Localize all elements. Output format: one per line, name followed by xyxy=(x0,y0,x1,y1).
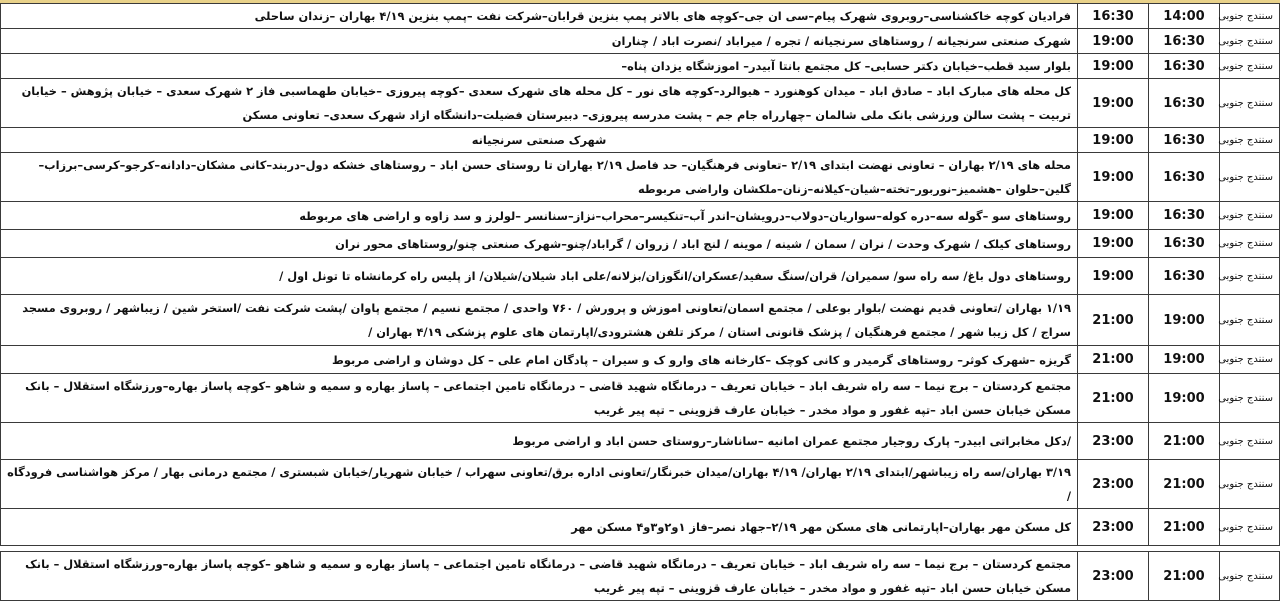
areas-cell: بلوار سید قطب–خیابان دکتر حسابی– کل مجتمع بانتا آبیدر– اموزشگاه یزدان پناه– xyxy=(1,54,1078,79)
table-row xyxy=(1,423,1280,460)
areas-cell: ۳/۱۹ بهاران/سه راه زیباشهر/ابتدای ۲/۱۹ بهاران/ ۴/۱۹ بهاران/میدان خبرنگار/تعاونی اداره برق/تعاونی سهراب / خیابان شهریار/خیابان شبستری / مجتمع درمانی بهار / مرکز هواشناسی فرودگاه / xyxy=(1,460,1078,509)
areas-cell: گریزه –شهرک کوثر– روستاهای گرمیدر و کانی کوچک –کارخانه های وارو ک و سیران – پادگان امام علی – کل دوشان و اراضی مربوط xyxy=(1,346,1078,374)
end-time-cell: 19:00 xyxy=(1078,79,1149,128)
region-cell: سنندج جنوبی xyxy=(1220,153,1280,202)
table-row xyxy=(1,258,1280,295)
end-time-cell: 23:00 xyxy=(1078,423,1149,460)
end-time-cell: 21:00 xyxy=(1078,374,1149,423)
end-time-cell: 21:00 xyxy=(1078,346,1149,374)
start-time-cell: 19:00 xyxy=(1149,374,1220,423)
table-row xyxy=(1,460,1280,509)
region-cell: سنندج جنوبی xyxy=(1220,128,1280,153)
start-time-cell: 21:00 xyxy=(1149,552,1220,601)
areas-cell: /دکل مخابراتی ابیدر– پارک روجیار مجتمع عمران امانیه –ساناشار–روستای حسن اباد و اراضی مربوط xyxy=(1,423,1078,460)
end-time-cell: 19:00 xyxy=(1078,153,1149,202)
areas-cell: شهرک صنعتی سرنجیانه xyxy=(1,128,1078,153)
table-row xyxy=(1,552,1280,601)
region-cell: سنندج جنوبی xyxy=(1220,509,1280,546)
outage-schedule-table xyxy=(0,3,1280,601)
start-time-cell: 16:30 xyxy=(1149,54,1220,79)
region-cell: سنندج جنوبی xyxy=(1220,423,1280,460)
end-time-cell: 19:00 xyxy=(1078,29,1149,54)
table-row xyxy=(1,29,1280,54)
region-cell: سنندج جنوبی xyxy=(1220,4,1280,29)
table-row xyxy=(1,4,1280,29)
region-cell: سنندج جنوبی xyxy=(1220,460,1280,509)
end-time-cell: 23:00 xyxy=(1078,460,1149,509)
region-cell: سنندج جنوبی xyxy=(1220,346,1280,374)
areas-cell: کل مسکن مهر بهاران–اپارتمانی های مسکن مهر ۲/۱۹–جهاد نصر–فاز ۱و۲و۳و۴ مسکن مهر xyxy=(1,509,1078,546)
areas-cell: مجتمع کردستان – برج نیما – سه راه شریف اباد – خیابان تعریف – درمانگاه شهید قاضی – درمانگاه تامین اجتماعی – پاساز بهاره و سمیه و شاهو –کوچه پاساز بهاره–ورزشگاه استقلال – بانک مسکن خیابان حسن اباد –تپه غفور و مواد مخدر – خیابان عارف قزوینی – تپه پیر غریب xyxy=(1,374,1078,423)
start-time-cell: 21:00 xyxy=(1149,460,1220,509)
table-row xyxy=(1,346,1280,374)
table-row xyxy=(1,295,1280,346)
start-time-cell: 16:30 xyxy=(1149,202,1220,230)
table-row xyxy=(1,374,1280,423)
table-row xyxy=(1,202,1280,230)
start-time-cell: 16:30 xyxy=(1149,79,1220,128)
region-cell: سنندج جنوبی xyxy=(1220,552,1280,601)
areas-cell: شهرک صنعتی سرنجیانه / روستاهای سرنجیانه / تجره / میراباد /نصرت اباد / چناران xyxy=(1,29,1078,54)
areas-cell: فرادیان کوچه خاکشناسی–روبروی شهرک پیام–سی ان جی–کوچه های بالاتر پمپ بنزین قرابان–شرکت نفت –پمپ بنزین ۴/۱۹ بهاران –زندان ساحلی xyxy=(1,4,1078,29)
areas-cell: محله های ۲/۱۹ بهاران – تعاونی نهضت ابتدای ۲/۱۹ –تعاونی فرهنگیان– حد فاصل ۲/۱۹ بهاران تا روستای حسن اباد – روستاهای خشکه دول–دربند–کانی مشکان–دادانه–کرجو–کرسی–برزاب–گلین–حلوان –هشمیز–نوربور–تخته–شیان–کیلانه–زنان–ملکشان واراضی مربوطه xyxy=(1,153,1078,202)
start-time-cell: 14:00 xyxy=(1149,4,1220,29)
end-time-cell: 19:00 xyxy=(1078,230,1149,258)
areas-cell: روستاهای دول باغ/ سه راه سو/ سمیران/ قران/سنگ سفید/عسکران/انگوزان/بزلانه/علی اباد شیلان/شیلان/ از پلیس راه کرمانشاه تا تونل اول / xyxy=(1,258,1078,295)
start-time-cell: 19:00 xyxy=(1149,346,1220,374)
table-row xyxy=(1,79,1280,128)
areas-cell: روستاهای سو –گوله سه–دره کوله–سواریان–دولاب–درویشان–اندر آب–تنکیسر–محراب–نزاز–سنانسر –لولرز و سد زاوه و اراضی های مربوطه xyxy=(1,202,1078,230)
region-cell: سنندج جنوبی xyxy=(1220,230,1280,258)
start-time-cell: 19:00 xyxy=(1149,295,1220,346)
end-time-cell: 23:00 xyxy=(1078,552,1149,601)
start-time-cell: 16:30 xyxy=(1149,230,1220,258)
start-time-cell: 16:30 xyxy=(1149,153,1220,202)
end-time-cell: 19:00 xyxy=(1078,54,1149,79)
region-cell: سنندج جنوبی xyxy=(1220,54,1280,79)
end-time-cell: 21:00 xyxy=(1078,295,1149,346)
start-time-cell: 16:30 xyxy=(1149,128,1220,153)
start-time-cell: 16:30 xyxy=(1149,258,1220,295)
start-time-cell: 21:00 xyxy=(1149,509,1220,546)
region-cell: سنندج جنوبی xyxy=(1220,374,1280,423)
region-cell: سنندج جنوبی xyxy=(1220,295,1280,346)
end-time-cell: 19:00 xyxy=(1078,128,1149,153)
table-row xyxy=(1,153,1280,202)
region-cell: سنندج جنوبی xyxy=(1220,202,1280,230)
end-time-cell: 19:00 xyxy=(1078,202,1149,230)
start-time-cell: 16:30 xyxy=(1149,29,1220,54)
areas-cell: کل محله های مبارک اباد – صادق اباد – میدان کوهنورد – هیوالرد–کوچه های نور – کل محله های شهرک سعدی –کوچه پیروزی –خیابان طهماسبی فاز ۲ شهرک سعدی – خیابان پژوهش – خیابان تربیت – پشت سالن ورزشی بانک ملی شالمان –چهارراه جام جم – پشت مدرسه پیروزی– دبیرستان فضیلت–دانشگاه ازاد شهرک سعدی– تعاونی مسکن xyxy=(1,79,1078,128)
areas-cell: مجتمع کردستان – برج نیما – سه راه شریف اباد – خیابان تعریف – درمانگاه شهید قاضی – درمانگاه تامین اجتماعی – پاساز بهاره و سمیه و شاهو –کوچه پاساز بهاره–ورزشگاه استقلال – بانک مسکن خیابان حسن اباد –تپه غفور و مواد مخدر – خیابان عارف قزوینی – تپه پیر غریب xyxy=(1,552,1078,601)
areas-cell: ۱/۱۹ بهاران /تعاونی قدیم نهضت /بلوار بوعلی / مجتمع اسمان/تعاونی اموزش و پرورش / ۷۶۰ واحدی / مجتمع نسیم / مجتمع پاوان /پشت شرکت نفت /استخر شین / زیباشهر / روبروی مسجد سراج / کل زیبا شهر / مجتمع فرهنگیان / پزشک قانونی استان / مرکز تلفن هشترودی/اپارتمان های علوم پزشکی ۴/۱۹ بهاران / xyxy=(1,295,1078,346)
start-time-cell: 21:00 xyxy=(1149,423,1220,460)
region-cell: سنندج جنوبی xyxy=(1220,258,1280,295)
region-cell: سنندج جنوبی xyxy=(1220,29,1280,54)
region-cell: سنندج جنوبی xyxy=(1220,79,1280,128)
areas-cell: روستاهای کیلک / شهرک وحدت / نران / سمان / شینه / موینه / لنج اباد / زروان / گراباد/چنو–شهرک صنعتی چنو/روستاهای محور نران xyxy=(1,230,1078,258)
table-row xyxy=(1,54,1280,79)
end-time-cell: 23:00 xyxy=(1078,509,1149,546)
table-row xyxy=(1,230,1280,258)
table-row xyxy=(1,509,1280,546)
table-row xyxy=(1,128,1280,153)
end-time-cell: 16:30 xyxy=(1078,4,1149,29)
end-time-cell: 19:00 xyxy=(1078,258,1149,295)
